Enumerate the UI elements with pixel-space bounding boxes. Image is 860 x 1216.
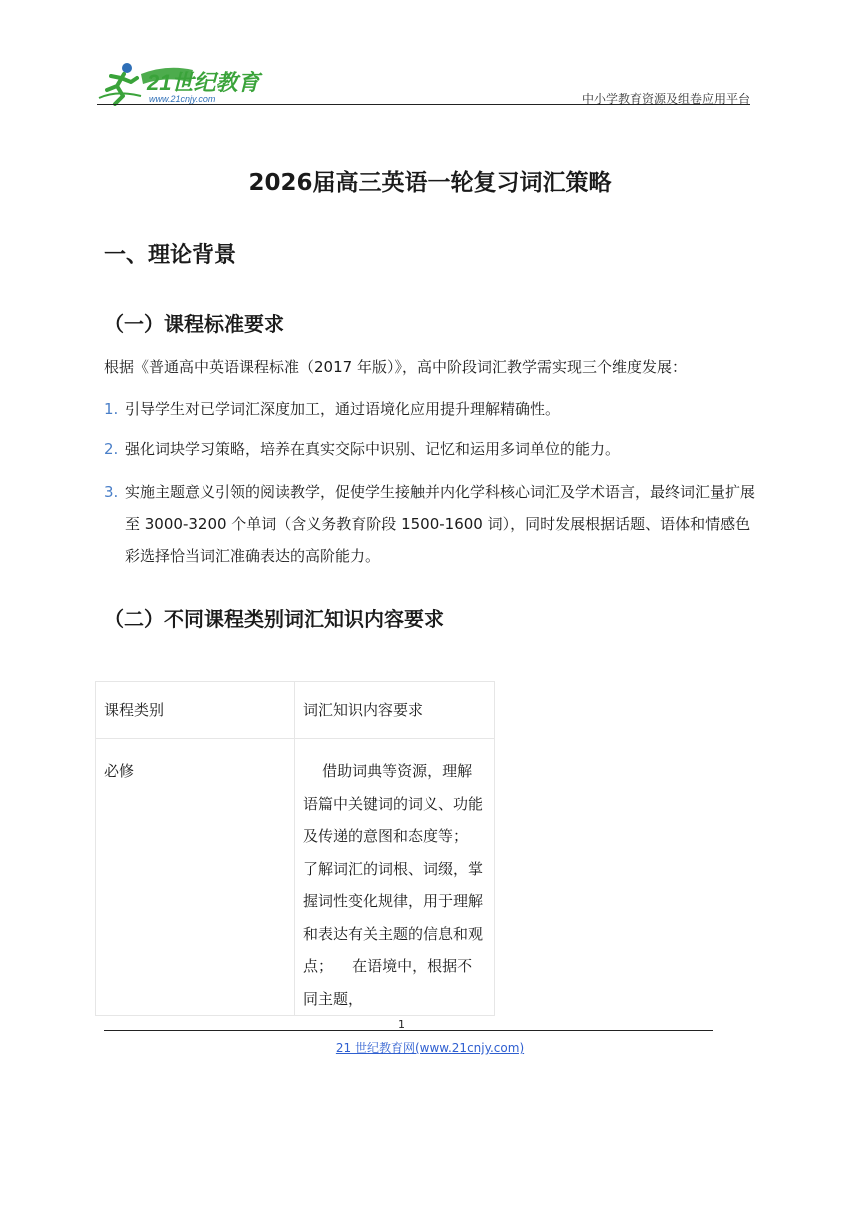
table-cell-content: 借助词典等资源，理解语篇中关键词的词义、功能及传递的意图和态度等； 了解词汇的词根、词缀，掌握词性变化规律，用于理解和表达有关主题的信息和观点； 在语境中，根据不同主题， [295, 739, 495, 1016]
footer-divider [104, 1030, 713, 1031]
list-item [104, 393, 764, 425]
table-row [96, 739, 495, 1016]
list-item [104, 476, 764, 572]
list-item-number: 3. [104, 483, 119, 501]
subsection-heading-standards: （一）课程标准要求 [104, 312, 284, 336]
document-title: 2026届高三英语一轮复习词汇策略 [248, 170, 612, 196]
list-item [104, 433, 764, 465]
table-header-cell: 词汇知识内容要求 [295, 682, 495, 739]
page-header [97, 60, 750, 106]
list-item-number: 1. [104, 400, 119, 418]
platform-label: 中小学教育资源及组卷应用平台 [581, 92, 750, 106]
list-item-number: 2. [104, 440, 119, 458]
logo-url-text: www.21cnjy.com [149, 94, 216, 104]
vocabulary-requirements-table [95, 681, 495, 1016]
list-item-text: 引导学生对已学词汇深度加工，通过语境化应用提升理解精确性。 [125, 400, 561, 418]
page-number: 1 [398, 1018, 405, 1031]
table-header-row [96, 682, 495, 739]
header-divider [97, 104, 750, 105]
section-heading-background: 一、理论背景 [104, 243, 237, 268]
intro-paragraph: 根据《普通高中英语课程标准（2017 年版）》，高中阶段词汇教学需实现三个维度发展： [104, 358, 687, 376]
table-cell-category: 必修 [96, 739, 295, 1016]
footer-site-link[interactable]: 21 世纪教育网(www.21cnjy.com) [335, 1041, 525, 1055]
table-header-cell: 课程类别 [96, 682, 295, 739]
list-item-text: 强化词块学习策略，培养在真实交际中识别、记忆和运用多词单位的能力。 [125, 440, 621, 458]
logo-text: 21世纪教育 [147, 70, 260, 95]
list-item-text: 实施主题意义引领的阅读教学，促使学生接触并内化学科核心词汇及学术语言，最终词汇量扩展至 3000-3200 个单词（含义务教育阶段 1500-1600 词），同时发展根据话题、语体和情感色彩选择恰当词汇准确表达的高阶能力。 [125, 483, 756, 565]
subsection-heading-course-types: （二）不同课程类别词汇知识内容要求 [104, 607, 444, 631]
site-logo [97, 60, 272, 106]
